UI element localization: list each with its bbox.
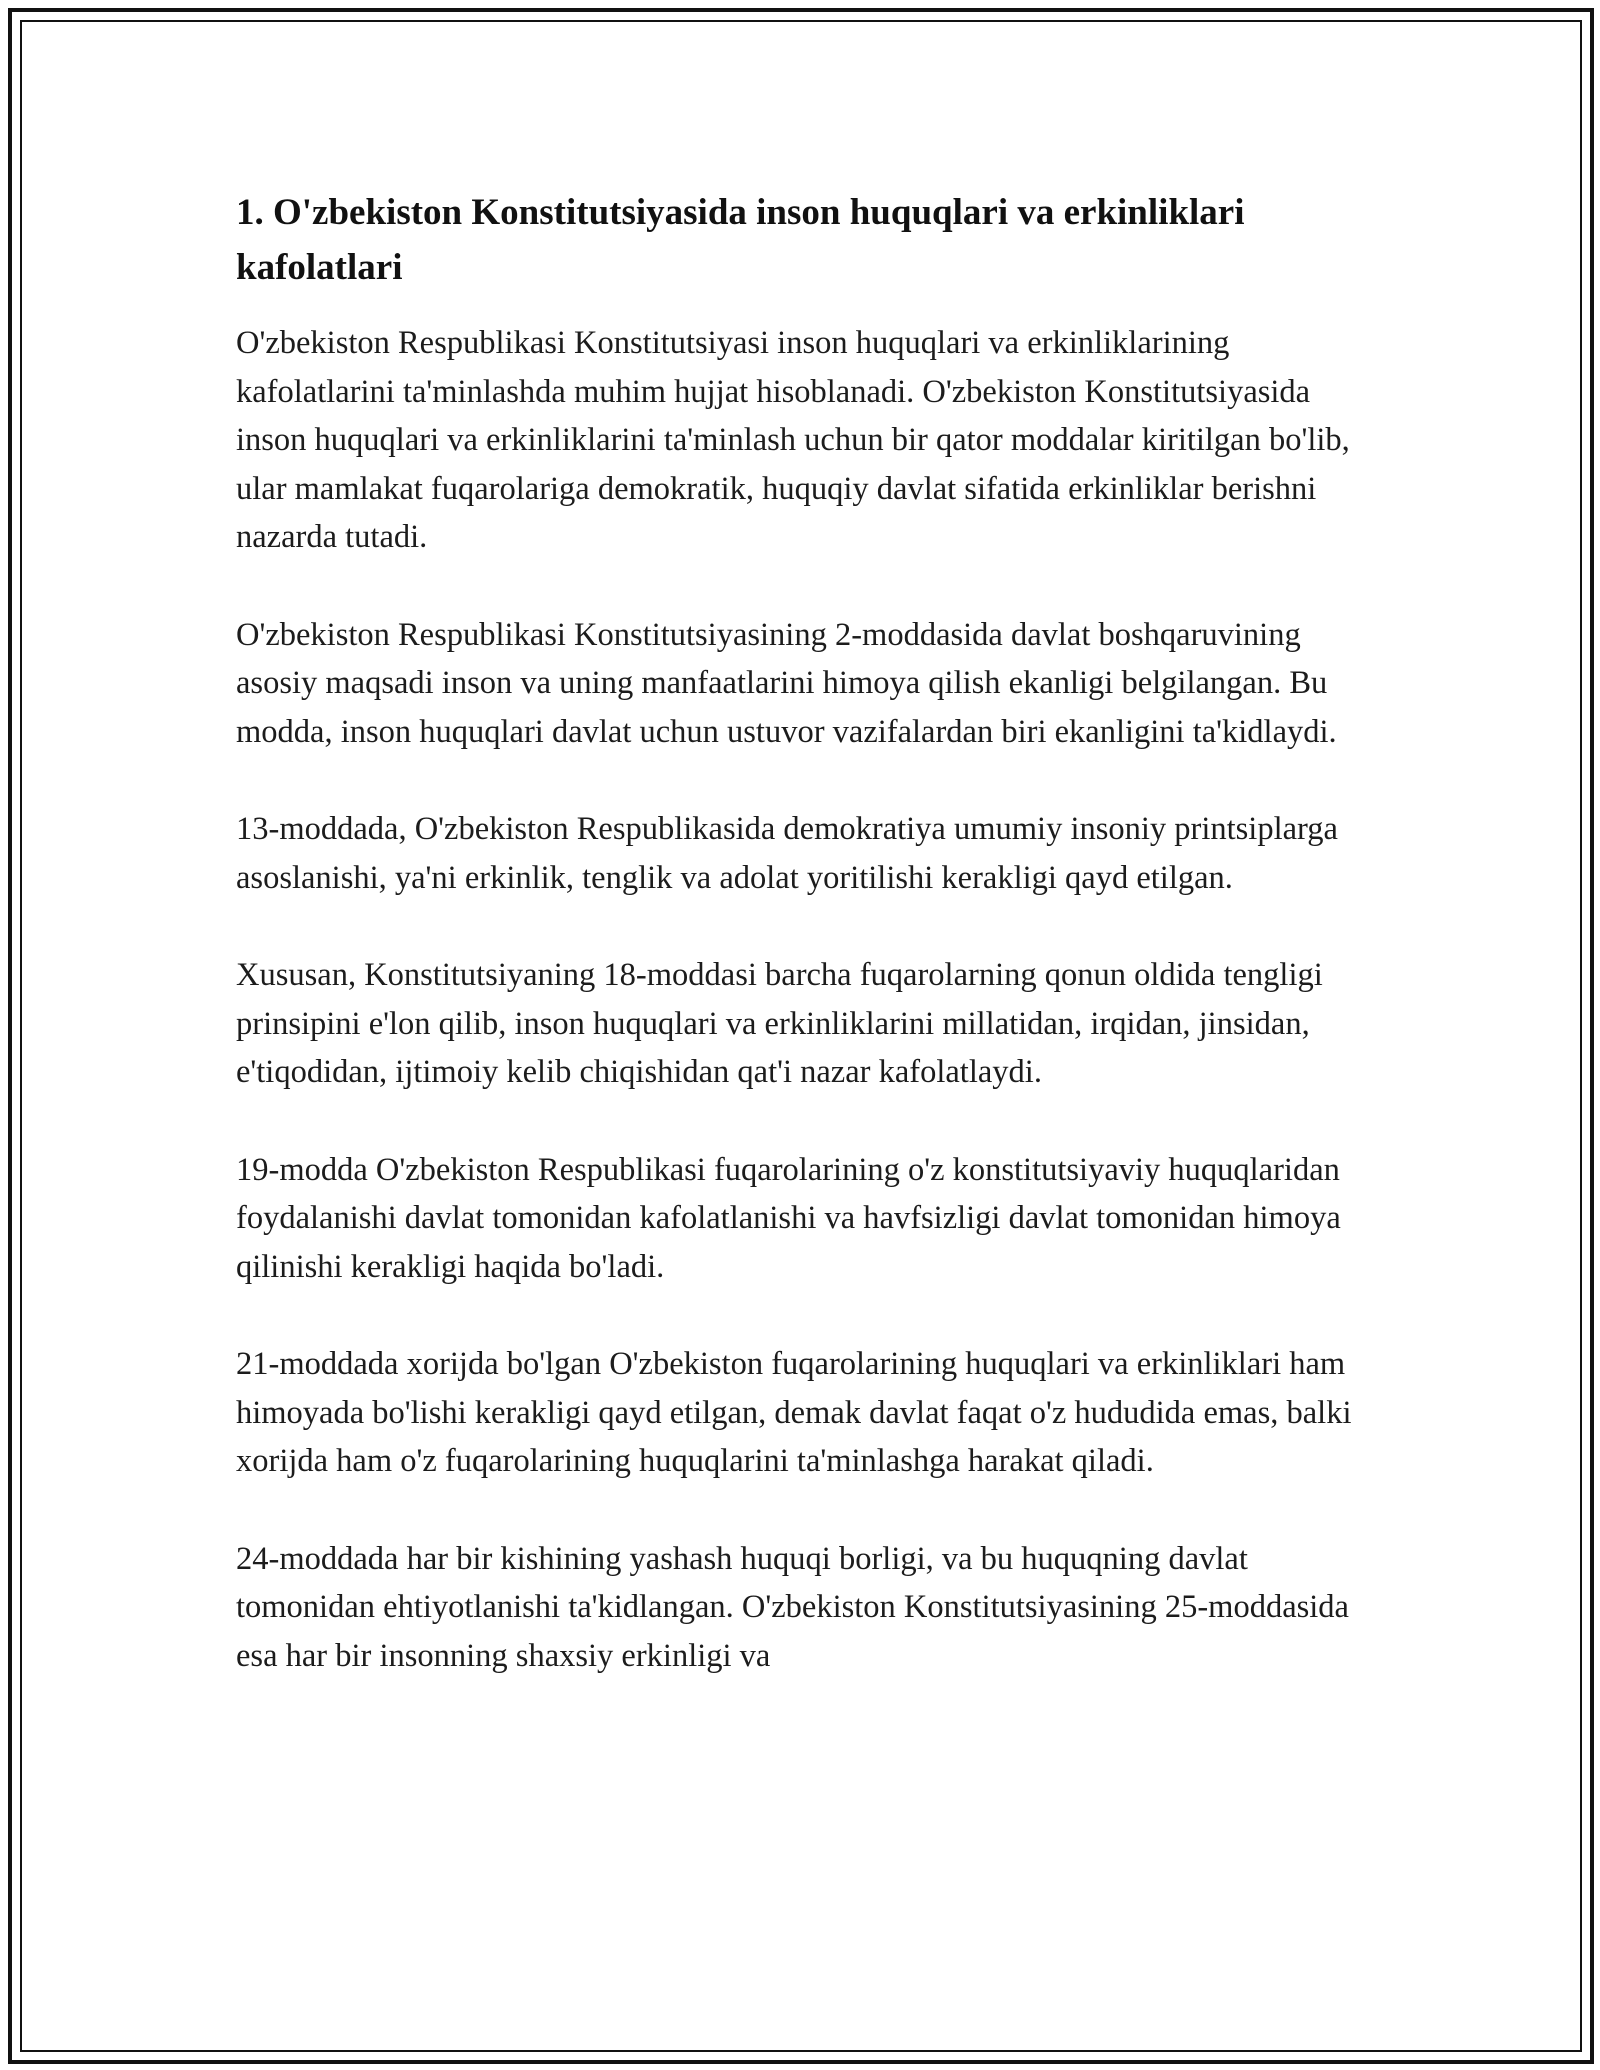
paragraph-5: 19-modda O'zbekiston Respublikasi fuqarolarining o'z konstitutsiyaviy huquqlaridan foydalanishi davlat tomonidan kafolatlanishi va havfsizligi davlat tomonidan himoya qilinishi kerakligi haqida bo'ladi.	[236, 1151, 1341, 1285]
paragraph-1: O'zbekiston Respublikasi Konstitutsiyasi inson huquqlari va erkinliklarining kafolatlarini ta'minlashda muhim hujjat hisoblanadi. O'zbekiston Konstitutsiyasida inson huquqlari va erkinliklarini ta'minlash uchun bir qator moddalar kiritilgan bo'lib, ular mamlakat fuqarolariga demokratik, huquqiy davlat sifatida erkinliklar berishni nazarda tutadi.	[236, 325, 1350, 555]
paragraph-2: O'zbekiston Respublikasi Konstitutsiyasining 2-moddasida davlat boshqaruvining asosiy maqsadi inson va uning manfaatlarini himoya qilish ekanligi belgilangan. Bu modda, inson huquqlari davlat uchun ustuvor vazifalardan biri ekanligini ta'kidlaydi.	[236, 616, 1337, 750]
paragraph-3: 13-moddada, O'zbekiston Respublikasida demokratiya umumiy insoniy printsiplarga asoslanishi, ya'ni erkinlik, tenglik va adolat yoritilishi kerakligi qayd etilgan.	[236, 811, 1338, 896]
paragraph-4: Xususan, Konstitutsiyaning 18-moddasi barcha fuqarolarning qonun oldida tengligi prinsipini e'lon qilib, inson huquqlari va erkinliklarini millatidan, irqidan, jinsidan, e'tiqodidan, ijtimoiy kelib chiqishidan qat'i nazar kafolatlaydi.	[236, 957, 1323, 1090]
paragraph-7: 24-moddada har bir kishining yashash huquqi borligi, va bu huquqning davlat tomonidan ehtiyotlanishi ta'kidlangan. O'zbekiston Konstitutsiyasining 25-moddasida esa har bir insonning shaxsiy erkinligi va	[236, 1540, 1349, 1674]
document-body	[236, 185, 1376, 1729]
paragraph-6: 21-moddada xorijda bo'lgan O'zbekiston fuqarolarining huquqlari va erkinliklari ham himoyada bo'lishi kerakligi qayd etilgan, demak davlat faqat o'z hududida emas, balki xorijda ham o'z fuqarolarining huquqlarini ta'minlashga harakat qiladi.	[236, 1346, 1352, 1479]
section-heading: 1. O'zbekiston Konstitutsiyasida inson huquqlari va erkinliklari kafolatlari	[236, 192, 1245, 288]
